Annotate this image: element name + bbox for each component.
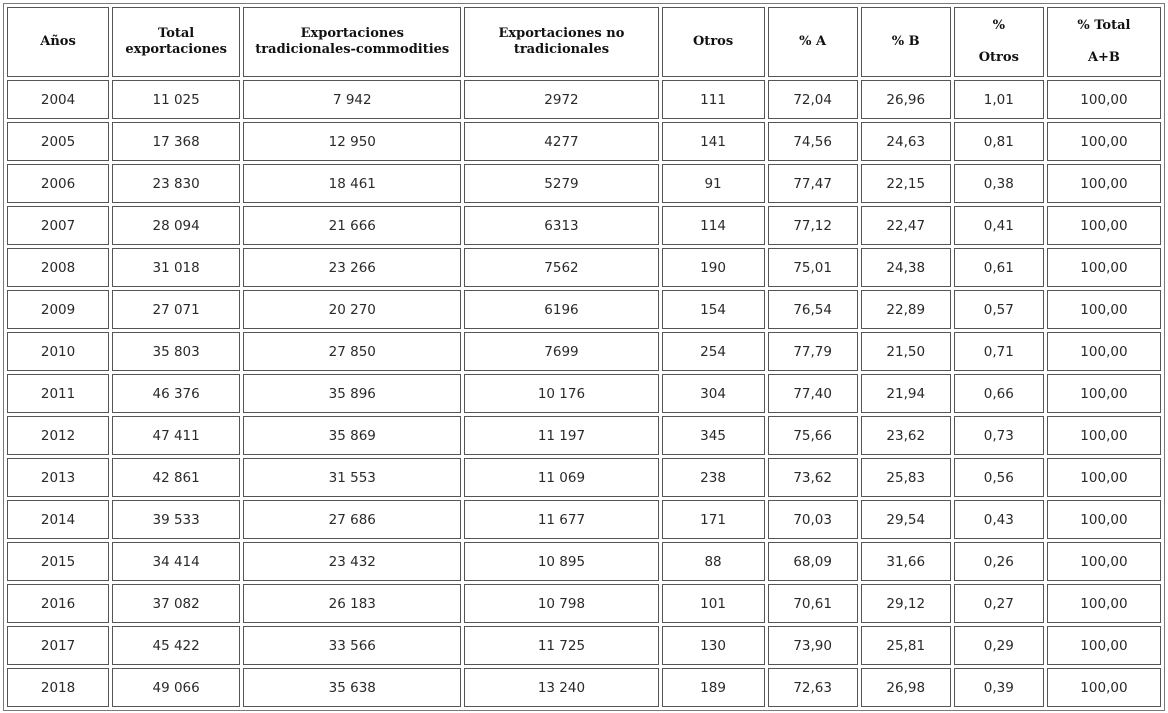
table-row (7, 458, 1161, 497)
otros-cell: 171 (662, 500, 765, 539)
pct-a-cell: 73,90 (768, 626, 858, 665)
pct-a-cell: 70,03 (768, 500, 858, 539)
year-cell: 2008 (7, 248, 109, 287)
pct-otros-cell: 0,27 (954, 584, 1044, 623)
no-tradicionales-cell: 7562 (464, 248, 658, 287)
no-tradicionales-cell: 5279 (464, 164, 658, 203)
total-exportaciones-cell: 49 066 (112, 668, 240, 707)
pct-otros-cell: 0,81 (954, 122, 1044, 161)
header-pct-a: % A (768, 7, 858, 77)
pct-total-cell: 100,00 (1047, 500, 1161, 539)
total-exportaciones-cell: 42 861 (112, 458, 240, 497)
pct-a-cell: 73,62 (768, 458, 858, 497)
otros-cell: 91 (662, 164, 765, 203)
pct-total-cell: 100,00 (1047, 206, 1161, 245)
pct-a-cell: 72,63 (768, 668, 858, 707)
year-cell: 2007 (7, 206, 109, 245)
pct-otros-cell: 0,38 (954, 164, 1044, 203)
no-tradicionales-cell: 2972 (464, 80, 658, 119)
year-cell: 2010 (7, 332, 109, 371)
pct-otros-cell: 0,73 (954, 416, 1044, 455)
pct-b-cell: 25,83 (861, 458, 951, 497)
no-tradicionales-cell: 11 725 (464, 626, 658, 665)
pct-otros-cell: 0,43 (954, 500, 1044, 539)
tradicionales-cell: 35 869 (243, 416, 461, 455)
pct-b-cell: 21,50 (861, 332, 951, 371)
header-otros: Otros (662, 7, 765, 77)
no-tradicionales-cell: 10 895 (464, 542, 658, 581)
table-row (7, 248, 1161, 287)
otros-cell: 254 (662, 332, 765, 371)
tradicionales-cell: 12 950 (243, 122, 461, 161)
tradicionales-cell: 26 183 (243, 584, 461, 623)
no-tradicionales-cell: 10 176 (464, 374, 658, 413)
table-body (7, 80, 1161, 707)
pct-total-cell: 100,00 (1047, 80, 1161, 119)
otros-cell: 111 (662, 80, 765, 119)
table-row (7, 206, 1161, 245)
year-cell: 2017 (7, 626, 109, 665)
otros-cell: 345 (662, 416, 765, 455)
table-row (7, 122, 1161, 161)
total-exportaciones-cell: 47 411 (112, 416, 240, 455)
otros-cell: 238 (662, 458, 765, 497)
year-cell: 2016 (7, 584, 109, 623)
pct-otros-cell: 1,01 (954, 80, 1044, 119)
pct-b-cell: 31,66 (861, 542, 951, 581)
table-row (7, 584, 1161, 623)
pct-b-cell: 22,15 (861, 164, 951, 203)
pct-total-cell: 100,00 (1047, 626, 1161, 665)
total-exportaciones-cell: 46 376 (112, 374, 240, 413)
header-anos: Años (7, 7, 109, 77)
table-row (7, 374, 1161, 413)
pct-total-cell: 100,00 (1047, 290, 1161, 329)
tradicionales-cell: 35 896 (243, 374, 461, 413)
tradicionales-cell: 21 666 (243, 206, 461, 245)
pct-otros-cell: 0,71 (954, 332, 1044, 371)
pct-total-cell: 100,00 (1047, 248, 1161, 287)
pct-total-cell: 100,00 (1047, 416, 1161, 455)
no-tradicionales-cell: 11 069 (464, 458, 658, 497)
header-exportaciones-tradicionales: Exportaciones tradicionales-commodities (243, 7, 461, 77)
pct-b-cell: 22,47 (861, 206, 951, 245)
header-total-exportaciones: Total exportaciones (112, 7, 240, 77)
total-exportaciones-cell: 17 368 (112, 122, 240, 161)
no-tradicionales-cell: 6196 (464, 290, 658, 329)
header-pct-b: % B (861, 7, 951, 77)
pct-a-cell: 77,79 (768, 332, 858, 371)
otros-cell: 190 (662, 248, 765, 287)
pct-b-cell: 29,12 (861, 584, 951, 623)
year-cell: 2013 (7, 458, 109, 497)
pct-total-cell: 100,00 (1047, 374, 1161, 413)
year-cell: 2011 (7, 374, 109, 413)
pct-otros-cell: 0,66 (954, 374, 1044, 413)
otros-cell: 114 (662, 206, 765, 245)
year-cell: 2014 (7, 500, 109, 539)
pct-b-cell: 22,89 (861, 290, 951, 329)
header-row (7, 7, 1161, 77)
pct-otros-cell: 0,56 (954, 458, 1044, 497)
table-row (7, 80, 1161, 119)
table-row (7, 290, 1161, 329)
tradicionales-cell: 20 270 (243, 290, 461, 329)
pct-total-cell: 100,00 (1047, 668, 1161, 707)
pct-a-cell: 74,56 (768, 122, 858, 161)
no-tradicionales-cell: 13 240 (464, 668, 658, 707)
pct-otros-cell: 0,29 (954, 626, 1044, 665)
pct-b-cell: 23,62 (861, 416, 951, 455)
pct-otros-cell: 0,61 (954, 248, 1044, 287)
total-exportaciones-cell: 11 025 (112, 80, 240, 119)
pct-otros-cell: 0,41 (954, 206, 1044, 245)
pct-total-cell: 100,00 (1047, 332, 1161, 371)
tradicionales-cell: 7 942 (243, 80, 461, 119)
tradicionales-cell: 33 566 (243, 626, 461, 665)
pct-a-cell: 75,01 (768, 248, 858, 287)
pct-total-cell: 100,00 (1047, 542, 1161, 581)
table-row (7, 626, 1161, 665)
tradicionales-cell: 27 686 (243, 500, 461, 539)
otros-cell: 101 (662, 584, 765, 623)
tradicionales-cell: 35 638 (243, 668, 461, 707)
total-exportaciones-cell: 37 082 (112, 584, 240, 623)
otros-cell: 141 (662, 122, 765, 161)
no-tradicionales-cell: 11 197 (464, 416, 658, 455)
pct-otros-cell: 0,39 (954, 668, 1044, 707)
otros-cell: 189 (662, 668, 765, 707)
tradicionales-cell: 18 461 (243, 164, 461, 203)
year-cell: 2006 (7, 164, 109, 203)
year-cell: 2012 (7, 416, 109, 455)
pct-b-cell: 29,54 (861, 500, 951, 539)
pct-a-cell: 70,61 (768, 584, 858, 623)
pct-b-cell: 24,38 (861, 248, 951, 287)
total-exportaciones-cell: 23 830 (112, 164, 240, 203)
header-pct-total: % Total A+B (1047, 7, 1161, 77)
exports-table (3, 3, 1165, 711)
no-tradicionales-cell: 6313 (464, 206, 658, 245)
pct-total-cell: 100,00 (1047, 164, 1161, 203)
tradicionales-cell: 27 850 (243, 332, 461, 371)
pct-total-cell: 100,00 (1047, 458, 1161, 497)
total-exportaciones-cell: 45 422 (112, 626, 240, 665)
otros-cell: 304 (662, 374, 765, 413)
otros-cell: 154 (662, 290, 765, 329)
pct-total-cell: 100,00 (1047, 584, 1161, 623)
total-exportaciones-cell: 28 094 (112, 206, 240, 245)
otros-cell: 130 (662, 626, 765, 665)
tradicionales-cell: 31 553 (243, 458, 461, 497)
header-exportaciones-no-tradicionales: Exportaciones no tradicionales (464, 7, 658, 77)
total-exportaciones-cell: 34 414 (112, 542, 240, 581)
total-exportaciones-cell: 35 803 (112, 332, 240, 371)
pct-otros-cell: 0,26 (954, 542, 1044, 581)
year-cell: 2009 (7, 290, 109, 329)
table-row (7, 542, 1161, 581)
pct-b-cell: 26,98 (861, 668, 951, 707)
pct-otros-cell: 0,57 (954, 290, 1044, 329)
no-tradicionales-cell: 7699 (464, 332, 658, 371)
no-tradicionales-cell: 10 798 (464, 584, 658, 623)
no-tradicionales-cell: 11 677 (464, 500, 658, 539)
pct-a-cell: 72,04 (768, 80, 858, 119)
total-exportaciones-cell: 31 018 (112, 248, 240, 287)
pct-b-cell: 21,94 (861, 374, 951, 413)
table-row (7, 164, 1161, 203)
pct-a-cell: 76,54 (768, 290, 858, 329)
total-exportaciones-cell: 39 533 (112, 500, 240, 539)
year-cell: 2004 (7, 80, 109, 119)
table-row (7, 416, 1161, 455)
year-cell: 2015 (7, 542, 109, 581)
pct-total-cell: 100,00 (1047, 122, 1161, 161)
pct-a-cell: 77,47 (768, 164, 858, 203)
pct-b-cell: 24,63 (861, 122, 951, 161)
pct-a-cell: 77,12 (768, 206, 858, 245)
year-cell: 2005 (7, 122, 109, 161)
pct-b-cell: 26,96 (861, 80, 951, 119)
pct-b-cell: 25,81 (861, 626, 951, 665)
otros-cell: 88 (662, 542, 765, 581)
pct-a-cell: 68,09 (768, 542, 858, 581)
pct-a-cell: 77,40 (768, 374, 858, 413)
tradicionales-cell: 23 432 (243, 542, 461, 581)
table-row (7, 668, 1161, 707)
tradicionales-cell: 23 266 (243, 248, 461, 287)
table-row (7, 332, 1161, 371)
pct-a-cell: 75,66 (768, 416, 858, 455)
year-cell: 2018 (7, 668, 109, 707)
no-tradicionales-cell: 4277 (464, 122, 658, 161)
header-pct-otros: % Otros (954, 7, 1044, 77)
total-exportaciones-cell: 27 071 (112, 290, 240, 329)
table-row (7, 500, 1161, 539)
